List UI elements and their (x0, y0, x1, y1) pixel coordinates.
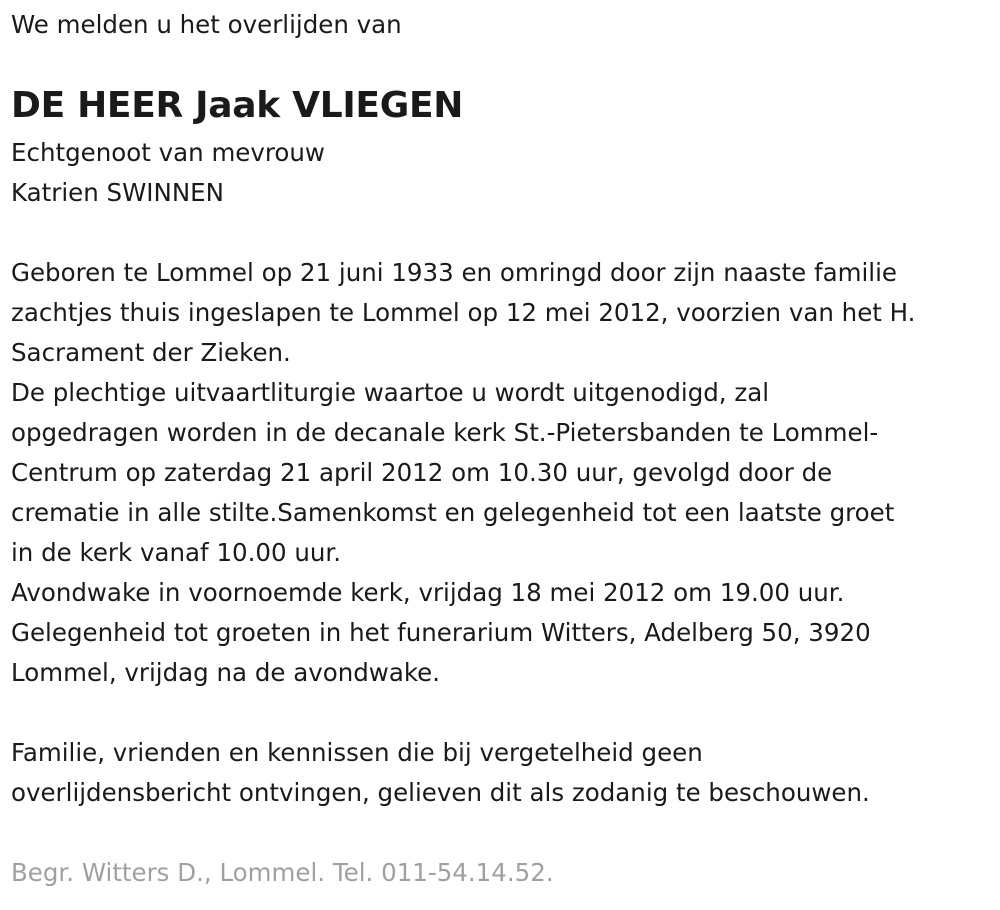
closing-line: overlijdensbericht ontvingen, gelieven dit als zodanig te beschouwen. (11, 778, 870, 807)
spouse-block (11, 133, 325, 213)
body-line: Sacrament der Zieken. (11, 338, 291, 367)
body-line: in de kerk vanaf 10.00 uur. (11, 538, 342, 567)
body-line: Lommel, vrijdag na de avondwake. (11, 658, 441, 687)
body-line: Gelegenheid tot groeten in het funerarium Witters, Adelberg 50, 3920 (11, 618, 871, 647)
spouse-line: Katrien SWINNEN (11, 178, 224, 207)
intro-text (11, 5, 402, 45)
body-line: Geboren te Lommel op 21 juni 1933 en omringd door zijn naaste familie (11, 258, 897, 287)
deceased-name: DE HEER Jaak VLIEGEN (11, 85, 464, 126)
body-line: De plechtige uitvaartliturgie waartoe u wordt uitgenodigd, zal (11, 378, 770, 407)
announcement-body (11, 253, 915, 693)
body-line: opgedragen worden in de decanale kerk St.-Pietersbanden te Lommel- (11, 418, 879, 447)
spouse-line: Echtgenoot van mevrouw (11, 138, 325, 167)
footer-line: Begr. Witters D., Lommel. Tel. 011-54.14.52. (11, 858, 554, 887)
closing-line: Familie, vrienden en kennissen die bij vergetelheid geen (11, 738, 703, 767)
body-line: zachtjes thuis ingeslapen te Lommel op 12 mei 2012, voorzien van het H. (11, 298, 916, 327)
closing-note (11, 733, 870, 813)
body-line: Avondwake in voornoemde kerk, vrijdag 18 mei 2012 om 19.00 uur. (11, 578, 845, 607)
body-line: crematie in alle stilte.Samenkomst en gelegenheid tot een laatste groet (11, 498, 895, 527)
body-line: Centrum op zaterdag 21 april 2012 om 10.30 uur, gevolgd door de (11, 458, 833, 487)
intro-line: We melden u het overlijden van (11, 10, 402, 39)
funeral-director-footer (11, 853, 554, 893)
